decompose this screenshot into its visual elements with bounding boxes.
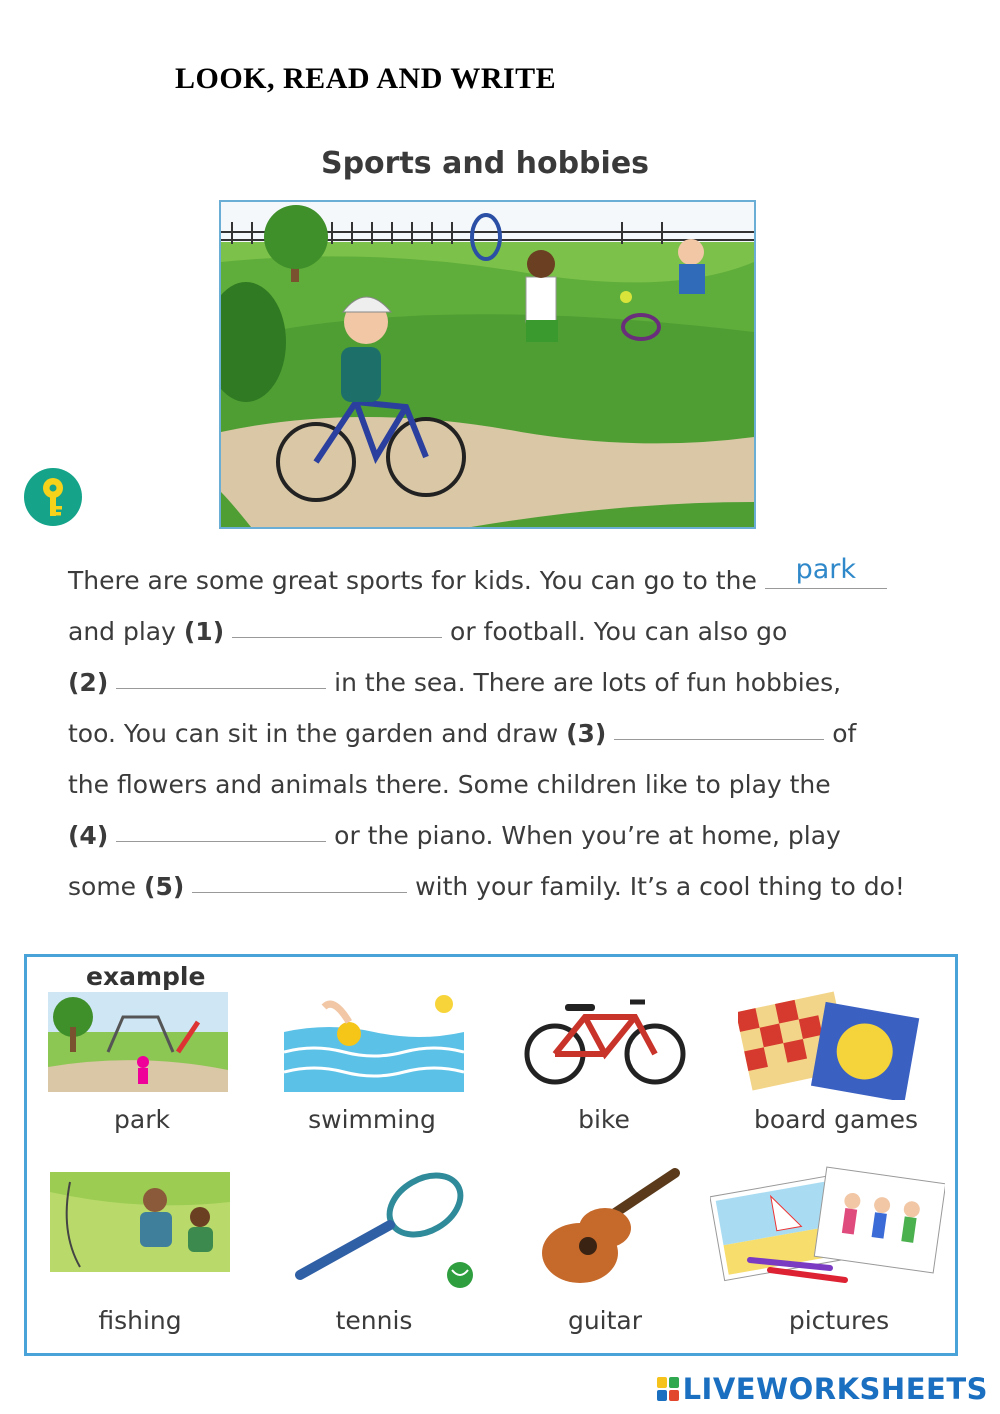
brand-name: LIVEWORKSHEETS xyxy=(682,1372,988,1406)
passage-line-6 xyxy=(68,821,841,871)
passage-text: and play xyxy=(68,617,176,646)
park-scene-svg xyxy=(221,202,754,527)
example-blank xyxy=(765,554,887,589)
passage-text: the flowers and animals there. Some children like to play the xyxy=(68,770,831,799)
pictures-picture xyxy=(710,1160,890,1260)
guitar-picture xyxy=(530,1168,710,1268)
word-guitar: guitar xyxy=(567,1306,643,1335)
word-swimming: swimming xyxy=(308,1105,436,1134)
passage-line-3 xyxy=(68,668,841,718)
board-games-picture xyxy=(738,990,918,1090)
section-title xyxy=(0,146,970,181)
passage-text: with your family. It’s a cool thing to do! xyxy=(415,872,905,901)
passage-line-2 xyxy=(68,617,787,667)
bike-picture xyxy=(520,992,700,1092)
passage-text: or the piano. When you’re at home, play xyxy=(334,821,841,850)
word-pictures: pictures xyxy=(788,1306,890,1335)
gap-3 xyxy=(614,719,824,740)
gap-4 xyxy=(116,821,326,842)
park-scene-illustration xyxy=(219,200,756,529)
brand-mark-icon xyxy=(657,1377,679,1401)
brand-logo xyxy=(657,1372,988,1406)
passage-text: of xyxy=(832,719,857,748)
gap-number-4: (4) xyxy=(68,821,109,850)
passage-line-7 xyxy=(68,872,905,922)
answer-input-1[interactable] xyxy=(232,613,442,639)
gap-number-3: (3) xyxy=(566,719,607,748)
passage-line-1 xyxy=(68,554,887,616)
word-park: park xyxy=(114,1105,170,1134)
passage-text: too. You can sit in the garden and draw xyxy=(68,719,559,748)
word-board-games: board games xyxy=(753,1105,919,1134)
passage-line-4 xyxy=(68,719,856,769)
gap-2 xyxy=(116,668,326,689)
passage-text: or football. You can also go xyxy=(450,617,788,646)
gap-number-5: (5) xyxy=(144,872,185,901)
key-icon xyxy=(24,468,82,526)
fishing-picture xyxy=(50,1172,230,1272)
answer-input-3[interactable] xyxy=(614,715,824,741)
passage-text: in the sea. There are lots of fun hobbies, xyxy=(334,668,842,697)
gap-5 xyxy=(192,872,407,893)
gap-number-2: (2) xyxy=(68,668,109,697)
passage-line-5 xyxy=(68,770,831,820)
example-label: example xyxy=(86,962,206,991)
gap-number-1: (1) xyxy=(183,617,225,646)
example-answer: park xyxy=(795,554,856,585)
answer-input-2[interactable] xyxy=(116,664,326,690)
section-title-text: Sports and hobbies xyxy=(320,146,650,181)
key-badge[interactable] xyxy=(24,468,82,526)
page-title: LOOK, READ AND WRITE xyxy=(175,62,557,95)
tennis-picture xyxy=(290,1170,470,1270)
swimming-picture xyxy=(284,992,464,1092)
word-bike: bike xyxy=(578,1105,630,1134)
park-picture xyxy=(48,992,228,1092)
passage-text: There are some great sports for kids. You can go to the xyxy=(68,566,757,595)
answer-input-4[interactable] xyxy=(116,817,326,843)
word-fishing: fishing xyxy=(98,1306,182,1335)
passage-text: some xyxy=(68,872,137,901)
answer-input-5[interactable] xyxy=(192,868,407,894)
gap-1 xyxy=(232,617,442,638)
word-tennis: tennis xyxy=(335,1306,413,1335)
